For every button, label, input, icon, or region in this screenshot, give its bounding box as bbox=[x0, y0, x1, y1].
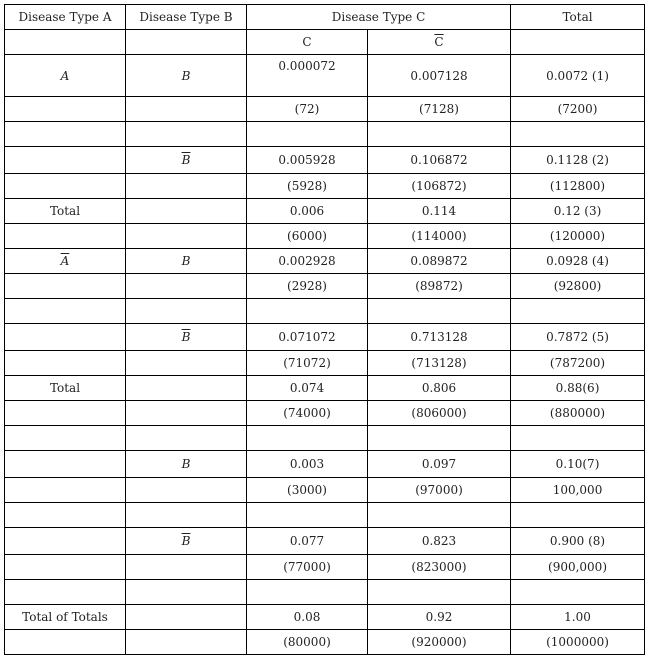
cell-total: 100,000 bbox=[511, 478, 645, 503]
cell-c bbox=[247, 580, 368, 605]
table-row bbox=[5, 351, 645, 376]
cell-total: (92800) bbox=[511, 274, 645, 299]
cell-c: (3000) bbox=[247, 478, 368, 503]
subheader-empty-a bbox=[5, 30, 126, 55]
cell-c: 0.003 bbox=[247, 451, 368, 478]
table-row bbox=[5, 55, 645, 97]
table-row bbox=[5, 426, 645, 451]
cell-c: (74000) bbox=[247, 401, 368, 426]
cell-c-bar bbox=[368, 503, 511, 528]
subheader-c-bar-label: $\overline{C}$ bbox=[434, 35, 444, 49]
subheader-c: C bbox=[247, 30, 368, 55]
cell-total: 0.900 (8) bbox=[511, 528, 645, 555]
cell-disease-a bbox=[5, 249, 126, 274]
cell-disease-b bbox=[126, 199, 247, 224]
header-disease-type-a: Disease Type A bbox=[5, 5, 126, 30]
table-row bbox=[5, 97, 645, 122]
cell-total: (900,000) bbox=[511, 555, 645, 580]
cell-total bbox=[511, 426, 645, 451]
cell-disease-b bbox=[126, 97, 247, 122]
cell-disease-a bbox=[5, 147, 126, 174]
header-disease-type-b: Disease Type B bbox=[126, 5, 247, 30]
cell-disease-b bbox=[126, 478, 247, 503]
table-row bbox=[5, 122, 645, 147]
table-row bbox=[5, 401, 645, 426]
cell-c-bar: (7128) bbox=[368, 97, 511, 122]
cell-c: (71072) bbox=[247, 351, 368, 376]
table-row bbox=[5, 555, 645, 580]
cell-disease-a bbox=[5, 324, 126, 351]
cell-disease-b bbox=[126, 299, 247, 324]
cell-total: (880000) bbox=[511, 401, 645, 426]
cell-disease-b bbox=[126, 376, 247, 401]
cell-c: (2928) bbox=[247, 274, 368, 299]
cell-disease-b bbox=[126, 630, 247, 655]
cell-total: 0.12 (3) bbox=[511, 199, 645, 224]
cell-total: 0.10(7) bbox=[511, 451, 645, 478]
cell-disease-b bbox=[126, 274, 247, 299]
cell-disease-b-label: $\overline{B}$ bbox=[181, 330, 191, 344]
cell-disease-b-label: $\overline{B}$ bbox=[181, 534, 191, 548]
cell-disease-b bbox=[126, 503, 247, 528]
cell-disease-a bbox=[5, 426, 126, 451]
cell-total bbox=[511, 299, 645, 324]
table-row bbox=[5, 605, 645, 630]
table-row bbox=[5, 478, 645, 503]
cell-c: 0.074 bbox=[247, 376, 368, 401]
cell-c-bar: 0.007128 bbox=[368, 55, 511, 97]
cell-total: (7200) bbox=[511, 97, 645, 122]
cell-disease-a bbox=[5, 174, 126, 199]
cell-disease-b bbox=[126, 555, 247, 580]
cell-c: (6000) bbox=[247, 224, 368, 249]
cell-disease-b bbox=[126, 122, 247, 147]
cell-disease-b bbox=[126, 605, 247, 630]
cell-disease-b bbox=[126, 324, 247, 351]
cell-c-bar: (713128) bbox=[368, 351, 511, 376]
cell-total bbox=[511, 503, 645, 528]
cell-disease-b bbox=[126, 224, 247, 249]
cell-total: 0.7872 (5) bbox=[511, 324, 645, 351]
header-disease-type-c: Disease Type C bbox=[247, 5, 511, 30]
cell-c-bar bbox=[368, 299, 511, 324]
cell-c-bar: 0.114 bbox=[368, 199, 511, 224]
table-row bbox=[5, 224, 645, 249]
table-row bbox=[5, 376, 645, 401]
cell-total bbox=[511, 122, 645, 147]
cell-disease-a-label: $\overline{A}$ bbox=[60, 254, 70, 268]
cell-c bbox=[247, 503, 368, 528]
cell-total: (1000000) bbox=[511, 630, 645, 655]
cell-total: 0.0928 (4) bbox=[511, 249, 645, 274]
cell-disease-b bbox=[126, 401, 247, 426]
cell-disease-a bbox=[5, 503, 126, 528]
header-row bbox=[5, 5, 645, 30]
cell-total: 0.1128 (2) bbox=[511, 147, 645, 174]
cell-total: (120000) bbox=[511, 224, 645, 249]
cell-c-bar: 0.806 bbox=[368, 376, 511, 401]
cell-disease-a bbox=[5, 299, 126, 324]
cell-c: (72) bbox=[247, 97, 368, 122]
probability-table bbox=[4, 4, 645, 655]
cell-c-bar: 0.92 bbox=[368, 605, 511, 630]
cell-disease-a bbox=[5, 630, 126, 655]
cell-c-bar bbox=[368, 426, 511, 451]
cell-c-bar: 0.106872 bbox=[368, 147, 511, 174]
table-row bbox=[5, 580, 645, 605]
cell-c-bar: (920000) bbox=[368, 630, 511, 655]
table-row bbox=[5, 299, 645, 324]
cell-c: (77000) bbox=[247, 555, 368, 580]
cell-disease-a bbox=[5, 451, 126, 478]
table-row bbox=[5, 528, 645, 555]
cell-c-bar: (114000) bbox=[368, 224, 511, 249]
cell-disease-b bbox=[126, 174, 247, 199]
cell-c-bar: 0.089872 bbox=[368, 249, 511, 274]
cell-c: 0.000072 bbox=[247, 55, 368, 97]
cell-c-bar: (97000) bbox=[368, 478, 511, 503]
cell-disease-a bbox=[5, 224, 126, 249]
cell-disease-b: B bbox=[126, 55, 247, 97]
cell-c: (5928) bbox=[247, 174, 368, 199]
cell-disease-a: Total bbox=[5, 199, 126, 224]
cell-disease-a bbox=[5, 401, 126, 426]
table-body bbox=[5, 55, 645, 655]
cell-disease-b bbox=[126, 426, 247, 451]
cell-c-bar bbox=[368, 122, 511, 147]
cell-total: (112800) bbox=[511, 174, 645, 199]
cell-total: 0.88(6) bbox=[511, 376, 645, 401]
cell-c-bar: (89872) bbox=[368, 274, 511, 299]
table-row bbox=[5, 199, 645, 224]
cell-c: 0.006 bbox=[247, 199, 368, 224]
cell-disease-b: B bbox=[126, 451, 247, 478]
cell-total bbox=[511, 580, 645, 605]
cell-disease-a bbox=[5, 351, 126, 376]
cell-disease-a bbox=[5, 555, 126, 580]
cell-disease-b bbox=[126, 528, 247, 555]
cell-disease-b bbox=[126, 351, 247, 376]
cell-disease-a bbox=[5, 274, 126, 299]
cell-c: 0.077 bbox=[247, 528, 368, 555]
cell-c-bar bbox=[368, 580, 511, 605]
cell-c: 0.071072 bbox=[247, 324, 368, 351]
cell-disease-a bbox=[5, 97, 126, 122]
cell-c: (80000) bbox=[247, 630, 368, 655]
cell-disease-a: A bbox=[5, 55, 126, 97]
cell-disease-b bbox=[126, 580, 247, 605]
cell-disease-a bbox=[5, 528, 126, 555]
table-row bbox=[5, 503, 645, 528]
subheader-c-bar bbox=[368, 30, 511, 55]
cell-disease-a: Total bbox=[5, 376, 126, 401]
cell-c bbox=[247, 426, 368, 451]
table-row bbox=[5, 147, 645, 174]
cell-c: 0.002928 bbox=[247, 249, 368, 274]
subheader-empty-b bbox=[126, 30, 247, 55]
table-row bbox=[5, 174, 645, 199]
subheader-empty-total bbox=[511, 30, 645, 55]
cell-c-bar: 0.823 bbox=[368, 528, 511, 555]
cell-c-bar: 0.713128 bbox=[368, 324, 511, 351]
cell-disease-b-label: $\overline{B}$ bbox=[181, 153, 191, 167]
table-row bbox=[5, 451, 645, 478]
subheader-row bbox=[5, 30, 645, 55]
table-row bbox=[5, 630, 645, 655]
cell-c: 0.005928 bbox=[247, 147, 368, 174]
cell-c bbox=[247, 299, 368, 324]
cell-disease-a: Total of Totals bbox=[5, 605, 126, 630]
cell-c-bar: (823000) bbox=[368, 555, 511, 580]
cell-total: 0.0072 (1) bbox=[511, 55, 645, 97]
table-row bbox=[5, 324, 645, 351]
cell-c-bar: (806000) bbox=[368, 401, 511, 426]
cell-c-bar: 0.097 bbox=[368, 451, 511, 478]
header-total: Total bbox=[511, 5, 645, 30]
table-row bbox=[5, 249, 645, 274]
cell-c: 0.08 bbox=[247, 605, 368, 630]
cell-disease-b: B bbox=[126, 249, 247, 274]
cell-disease-a bbox=[5, 478, 126, 503]
cell-disease-a bbox=[5, 580, 126, 605]
cell-c-bar: (106872) bbox=[368, 174, 511, 199]
cell-c bbox=[247, 122, 368, 147]
cell-disease-b bbox=[126, 147, 247, 174]
table-row bbox=[5, 274, 645, 299]
cell-total: (787200) bbox=[511, 351, 645, 376]
cell-total: 1.00 bbox=[511, 605, 645, 630]
cell-disease-a bbox=[5, 122, 126, 147]
